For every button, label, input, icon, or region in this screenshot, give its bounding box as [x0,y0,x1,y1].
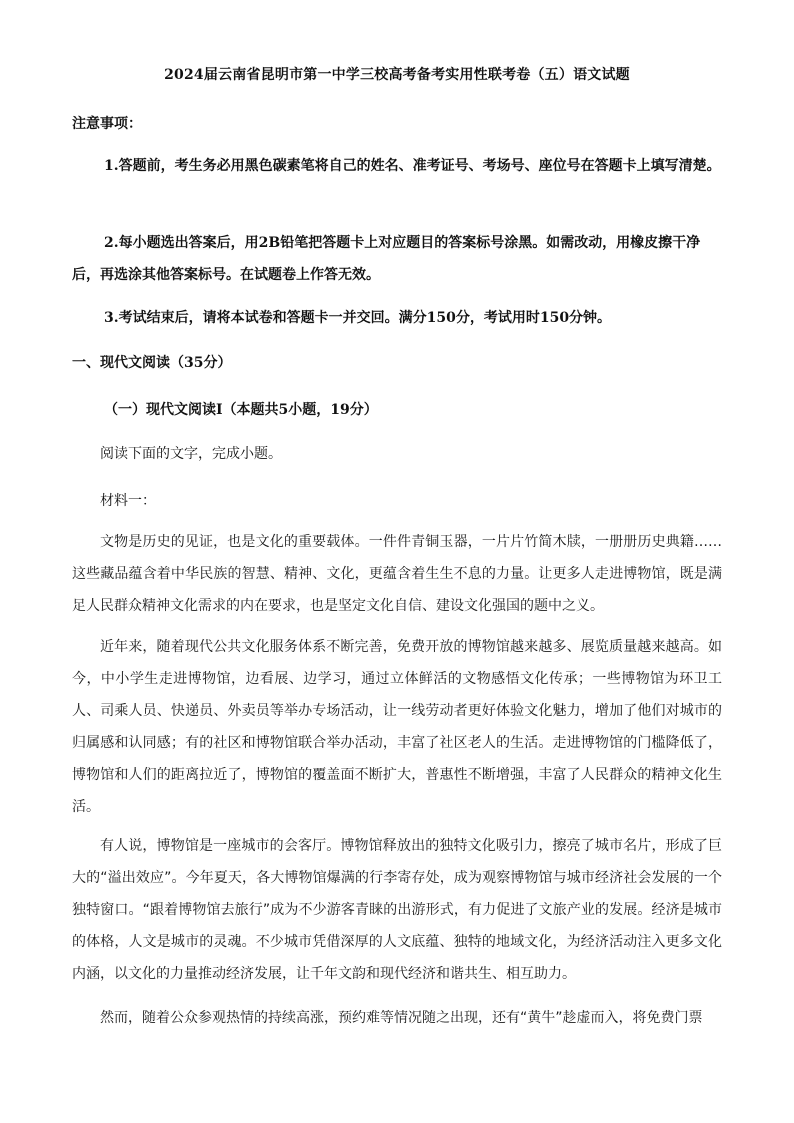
notice-item-1: 1.答题前，考生务必用黑色碳素笔将自己的姓名、准考证号、考场号、座位号在答题卡上填写清楚。 [104,158,721,174]
paragraph-3: 有人说，博物馆是一座城市的会客厅。博物馆释放出的独特文化吸引力，擦亮了城市名片，形成了巨大的“溢出效应”。今年夏天，各大博物馆爆满的行李寄存处，成为观察博物馆与城市经济社会发展的一个独特窗口。“跟着博物馆去旅行”成为不少游客青睐的出游形式，有力促进了文旅产业的发展。经济是城市的体格，人文是城市的灵魂。不少城市凭借深厚的人文底蕴、独特的地域文化，为经济活动注入更多文化内涵，以文化的力量推动经济发展，让千年文韵和现代经济和谐共生、相互助力。 [72,838,722,982]
reading-instruction: 阅读下面的文字，完成小题。 [100,446,282,462]
paragraph-4: 然而，随着公众参观热情的持续高涨，预约难等情况随之出现，还有“黄牛”趁虚而入，将免费门票 [100,1010,703,1026]
section-heading: 一、现代文阅读（35分） [72,355,232,371]
material-label: 材料一： [100,493,156,509]
paragraph-1: 文物是历史的见证，也是文化的重要载体。一件件青铜玉器，一片片竹简木牍，一册册历史典籍……这些藏品蕴含着中华民族的智慧、精神、文化，更蕴含着生生不息的力量。让更多人走进博物馆，既是满足人民群众精神文化需求的内在要求，也是坚定文化自信、建设文化强国的题中之义。 [72,534,722,614]
notice-heading: 注意事项： [72,116,142,132]
notice-item-2: 2.每小题选出答案后，用2B铅笔把答题卡上对应题目的答案标号涂黑。如需改动，用橡皮擦干净后，再选涂其他答案标号。在试题卷上作答无效。 [72,235,701,283]
page-title: 2024届云南省昆明市第一中学三校高考备考实用性联考卷（五）语文试题 [164,67,630,83]
notice-item-3: 3.考试结束后，请将本试卷和答题卡一并交回。满分150分，考试用时150分钟。 [104,310,612,326]
subsection-heading: （一）现代文阅读Ⅰ（本题共5小题，19分） [104,402,378,418]
paragraph-2: 近年来，随着现代公共文化服务体系不断完善，免费开放的博物馆越来越多、展览质量越来越高。如今，中小学生走进博物馆，边看展、边学习，通过立体鲜活的文物感悟文化传承；一些博物馆为环卫工人、司乘人员、快递员、外卖员等举办专场活动，让一线劳动者更好体验文化魅力，增加了他们对城市的归属感和认同感；有的社区和博物馆联合举办活动，丰富了社区老人的生活。走进博物馆的门槛降低了，博物馆和人们的距离拉近了，博物馆的覆盖面不断扩大，普惠性不断增强，丰富了人民群众的精神文化生活。 [72,639,722,815]
